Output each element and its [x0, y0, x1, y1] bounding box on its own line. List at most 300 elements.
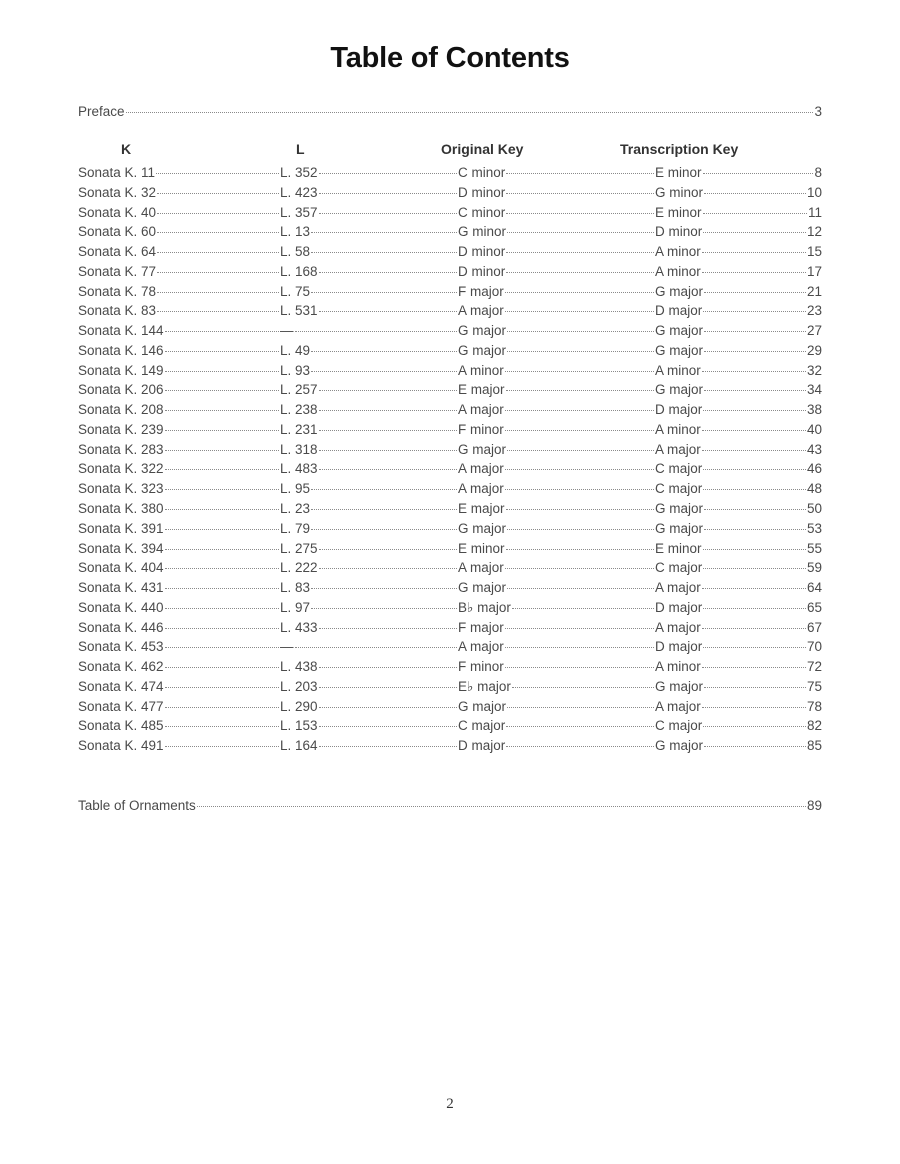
sonata-l-number: L. 58	[280, 244, 311, 260]
dot-leader	[165, 390, 279, 391]
page-title: Table of Contents	[330, 42, 570, 74]
dot-leader	[506, 193, 654, 194]
sonata-l-number: L. 49	[280, 342, 311, 358]
page-ref: 15	[806, 244, 822, 260]
transcription-key: G major	[655, 382, 704, 398]
original-key-cell	[458, 501, 655, 516]
dot-leader	[165, 509, 279, 510]
original-key-cell	[458, 323, 655, 338]
table-row[interactable]	[78, 718, 822, 738]
sonata-l-number: L. 13	[280, 224, 311, 240]
table-row[interactable]	[78, 600, 822, 620]
table-row[interactable]	[78, 205, 822, 225]
sonata-k-number-cell	[78, 521, 280, 536]
transcription-key: D major	[655, 303, 703, 319]
dot-leader	[506, 272, 654, 273]
dot-leader	[319, 193, 457, 194]
table-row[interactable]	[78, 224, 822, 244]
sonata-k-number: Sonata K. 239	[78, 421, 164, 437]
sonata-l-number-cell	[280, 639, 458, 654]
page-ref: 53	[806, 520, 822, 536]
original-key-cell	[458, 600, 655, 616]
page-ref: 70	[806, 639, 822, 655]
transcription-key-cell	[655, 442, 822, 457]
sonata-k-number: Sonata K. 208	[78, 402, 164, 418]
page-ref: 72	[806, 659, 822, 675]
transcription-key-cell	[655, 244, 822, 259]
page-ref: 48	[806, 481, 822, 497]
dot-leader	[702, 707, 806, 708]
sonata-k-number: Sonata K. 83	[78, 303, 157, 319]
transcription-key: D minor	[655, 224, 703, 240]
transcription-key: C major	[655, 461, 703, 477]
sonata-l-number-cell	[280, 343, 458, 358]
dot-leader	[702, 628, 806, 629]
dot-leader	[319, 628, 457, 629]
sonata-k-number-cell	[78, 639, 280, 654]
sonata-l-number: L. 97	[280, 599, 311, 615]
dot-leader	[505, 371, 654, 372]
dot-leader	[165, 707, 279, 708]
dot-leader	[703, 469, 806, 470]
dot-leader	[157, 272, 279, 273]
transcription-key-cell	[655, 521, 822, 536]
dot-leader	[507, 529, 654, 530]
sonata-l-number-cell	[280, 165, 458, 180]
table-row[interactable]	[78, 343, 822, 363]
sonata-l-number: L. 164	[280, 738, 318, 754]
dot-leader	[704, 292, 806, 293]
table-row[interactable]	[78, 382, 822, 402]
sonata-l-number-cell	[280, 521, 458, 536]
table-row[interactable]	[78, 738, 822, 758]
dot-leader	[703, 608, 806, 609]
sonata-k-number-cell	[78, 620, 280, 635]
dot-leader	[704, 331, 806, 332]
dot-leader	[311, 588, 457, 589]
page-ref: 75	[806, 678, 822, 694]
sonata-l-number-cell	[280, 501, 458, 516]
original-key-cell	[458, 264, 655, 279]
sonata-k-number-cell	[78, 481, 280, 496]
table-row[interactable]	[78, 185, 822, 205]
page-ref: 17	[806, 263, 822, 279]
dot-leader	[507, 232, 654, 233]
header-l: L	[296, 141, 305, 157]
original-key-cell	[458, 224, 655, 239]
dot-leader	[703, 726, 806, 727]
original-key: A major	[458, 303, 504, 319]
dot-leader	[506, 252, 654, 253]
dot-leader	[319, 667, 457, 668]
transcription-key: G major	[655, 342, 704, 358]
sonata-k-number: Sonata K. 477	[78, 698, 164, 714]
sonata-k-number-cell	[78, 501, 280, 516]
table-row[interactable]	[78, 560, 822, 580]
original-key-cell	[458, 639, 655, 654]
sonata-l-number-cell	[280, 422, 458, 437]
sonata-list	[78, 165, 822, 758]
sonata-l-number-cell	[280, 284, 458, 299]
transcription-key-cell	[655, 481, 822, 496]
sonata-l-number-cell	[280, 303, 458, 318]
sonata-k-number-cell	[78, 699, 280, 714]
transcription-key: E minor	[655, 540, 702, 556]
original-key: A major	[458, 560, 504, 576]
original-key-cell	[458, 165, 655, 180]
original-key: E major	[458, 382, 505, 398]
dot-leader	[295, 331, 458, 332]
original-key: A major	[458, 402, 504, 418]
original-key-cell	[458, 363, 655, 378]
table-row[interactable]	[78, 244, 822, 264]
transcription-key: A minor	[655, 244, 701, 260]
original-key: C minor	[458, 204, 506, 220]
page-ref: 32	[806, 362, 822, 378]
column-headers	[0, 141, 900, 161]
table-row[interactable]	[78, 303, 822, 323]
dot-leader	[126, 112, 814, 113]
dot-leader	[704, 193, 806, 194]
table-row[interactable]	[78, 679, 822, 699]
dot-leader	[506, 509, 654, 510]
dot-leader	[319, 173, 457, 174]
dot-leader	[704, 351, 806, 352]
table-row[interactable]	[78, 521, 822, 541]
sonata-l-number: —	[280, 639, 294, 655]
page-ref: 27	[806, 323, 822, 339]
sonata-k-number-cell	[78, 363, 280, 378]
original-key-cell	[458, 244, 655, 259]
sonata-k-number: Sonata K. 146	[78, 342, 164, 358]
dot-leader	[703, 647, 806, 648]
table-row[interactable]	[78, 165, 822, 185]
dot-leader	[506, 746, 654, 747]
dot-leader	[165, 371, 279, 372]
table-row[interactable]	[78, 580, 822, 600]
preface-label: Preface	[78, 104, 125, 119]
transcription-key: A minor	[655, 263, 701, 279]
dot-leader	[157, 232, 279, 233]
original-key: G minor	[458, 224, 507, 240]
dot-leader	[311, 608, 457, 609]
table-row[interactable]	[78, 264, 822, 284]
dot-leader	[157, 311, 279, 312]
dot-leader	[507, 707, 654, 708]
page-ref: 40	[806, 421, 822, 437]
page-ref: 85	[806, 738, 822, 754]
original-key: B♭ major	[458, 599, 511, 615]
transcription-key-cell	[655, 600, 822, 615]
original-key-cell	[458, 422, 655, 437]
original-key-cell	[458, 541, 655, 556]
dot-leader	[319, 272, 457, 273]
sonata-l-number-cell	[280, 718, 458, 733]
page-ref: 46	[806, 461, 822, 477]
original-key: G major	[458, 520, 507, 536]
toc-entry-preface[interactable]	[78, 104, 822, 124]
sonata-k-number-cell	[78, 580, 280, 595]
dot-leader	[165, 568, 279, 569]
transcription-key-cell	[655, 284, 822, 299]
dot-leader	[704, 390, 806, 391]
page-ref: 55	[806, 540, 822, 556]
sonata-l-number: L. 95	[280, 481, 311, 497]
dot-leader	[506, 726, 654, 727]
table-row[interactable]	[78, 541, 822, 561]
sonata-k-number: Sonata K. 462	[78, 659, 164, 675]
transcription-key-cell	[655, 718, 822, 733]
transcription-key: A major	[655, 580, 701, 596]
dot-leader	[319, 390, 457, 391]
sonata-l-number-cell	[280, 224, 458, 239]
sonata-k-number-cell	[78, 185, 280, 200]
sonata-l-number-cell	[280, 442, 458, 457]
transcription-key: G major	[655, 678, 704, 694]
sonata-k-number: Sonata K. 64	[78, 244, 157, 260]
original-key: G major	[458, 323, 507, 339]
dot-leader	[165, 331, 279, 332]
original-key-cell	[458, 718, 655, 733]
sonata-l-number: L. 231	[280, 421, 318, 437]
dot-leader	[165, 628, 279, 629]
original-key-cell	[458, 185, 655, 200]
original-key-cell	[458, 620, 655, 635]
dot-leader	[157, 213, 279, 214]
original-key-cell	[458, 284, 655, 299]
dot-leader	[165, 469, 279, 470]
transcription-key-cell	[655, 541, 822, 556]
dot-leader	[703, 489, 806, 490]
original-key: F minor	[458, 421, 504, 437]
sonata-l-number-cell	[280, 580, 458, 595]
sonata-k-number: Sonata K. 283	[78, 441, 164, 457]
sonata-k-number: Sonata K. 40	[78, 204, 157, 220]
transcription-key: A minor	[655, 421, 701, 437]
transcription-key: A major	[655, 441, 701, 457]
transcription-key-cell	[655, 560, 822, 575]
original-key: F minor	[458, 659, 504, 675]
sonata-k-number: Sonata K. 60	[78, 224, 157, 240]
dot-leader	[311, 529, 457, 530]
sonata-l-number: L. 352	[280, 165, 318, 180]
sonata-k-number: Sonata K. 322	[78, 461, 164, 477]
dot-leader	[505, 568, 654, 569]
sonata-k-number-cell	[78, 224, 280, 239]
original-key: A major	[458, 481, 504, 497]
transcription-key: D major	[655, 599, 703, 615]
sonata-l-number-cell	[280, 600, 458, 615]
sonata-l-number-cell	[280, 461, 458, 476]
dot-leader	[702, 272, 806, 273]
sonata-l-number-cell	[280, 620, 458, 635]
transcription-key-cell	[655, 205, 822, 220]
dot-leader	[319, 707, 457, 708]
dot-leader	[702, 450, 806, 451]
original-key: D minor	[458, 263, 506, 279]
page-ref: 34	[806, 382, 822, 398]
transcription-key-cell	[655, 422, 822, 437]
sonata-k-number-cell	[78, 165, 280, 180]
sonata-l-number: L. 433	[280, 619, 318, 635]
transcription-key: E minor	[655, 204, 702, 220]
dot-leader	[165, 549, 279, 550]
sonata-l-number: L. 23	[280, 501, 311, 517]
original-key-cell	[458, 659, 655, 674]
sonata-k-number-cell	[78, 461, 280, 476]
original-key-cell	[458, 580, 655, 595]
sonata-k-number-cell	[78, 205, 280, 220]
sonata-l-number-cell	[280, 244, 458, 259]
dot-leader	[319, 430, 457, 431]
dot-leader	[311, 292, 457, 293]
dot-leader	[319, 450, 457, 451]
page-ref: 12	[806, 224, 822, 240]
sonata-l-number: L. 238	[280, 402, 318, 418]
sonata-k-number: Sonata K. 485	[78, 718, 164, 734]
page-ref: 23	[806, 303, 822, 319]
dot-leader	[703, 549, 806, 550]
table-row[interactable]	[78, 422, 822, 442]
table-row[interactable]	[78, 639, 822, 659]
transcription-key: A major	[655, 619, 701, 635]
dot-leader	[319, 410, 457, 411]
dot-leader	[319, 311, 457, 312]
sonata-k-number-cell	[78, 382, 280, 397]
sonata-l-number-cell	[280, 560, 458, 575]
table-row[interactable]	[78, 501, 822, 521]
table-row[interactable]	[78, 402, 822, 422]
table-row[interactable]	[78, 659, 822, 679]
transcription-key: A minor	[655, 362, 701, 378]
dot-leader	[507, 331, 654, 332]
sonata-l-number-cell	[280, 323, 458, 338]
dot-leader	[165, 489, 279, 490]
dot-leader	[506, 549, 654, 550]
dot-leader	[311, 252, 457, 253]
transcription-key-cell	[655, 363, 822, 378]
transcription-key-cell	[655, 699, 822, 714]
sonata-k-number-cell	[78, 284, 280, 299]
sonata-k-number: Sonata K. 206	[78, 382, 164, 398]
page-ref: 11	[807, 204, 822, 220]
sonata-l-number: L. 83	[280, 580, 311, 596]
sonata-k-number: Sonata K. 474	[78, 678, 164, 694]
original-key: A minor	[458, 362, 504, 378]
sonata-k-number: Sonata K. 11	[78, 165, 156, 180]
dot-leader	[505, 489, 654, 490]
dot-leader	[165, 450, 279, 451]
page-ref: 21	[806, 283, 822, 299]
sonata-k-number: Sonata K. 32	[78, 184, 157, 200]
sonata-k-number-cell	[78, 600, 280, 615]
sonata-k-number-cell	[78, 264, 280, 279]
table-row[interactable]	[78, 363, 822, 383]
original-key-cell	[458, 205, 655, 220]
dot-leader	[506, 213, 654, 214]
sonata-k-number: Sonata K. 78	[78, 283, 157, 299]
sonata-l-number-cell	[280, 481, 458, 496]
sonata-l-number: L. 222	[280, 560, 318, 576]
dot-leader	[505, 647, 654, 648]
sonata-k-number: Sonata K. 394	[78, 540, 164, 556]
sonata-k-number-cell	[78, 303, 280, 318]
table-row[interactable]	[78, 442, 822, 462]
page-number: 2	[446, 1096, 454, 1112]
page-ref: 67	[806, 619, 822, 635]
table-row[interactable]	[78, 481, 822, 501]
original-key: D major	[458, 738, 506, 754]
dot-leader	[319, 726, 457, 727]
original-key: C minor	[458, 165, 506, 180]
table-row[interactable]	[78, 699, 822, 719]
dot-leader	[157, 252, 279, 253]
dot-leader	[157, 193, 279, 194]
sonata-k-number-cell	[78, 402, 280, 417]
transcription-key-cell	[655, 165, 822, 180]
dot-leader	[704, 529, 806, 530]
sonata-k-number: Sonata K. 391	[78, 520, 164, 536]
sonata-l-number: L. 483	[280, 461, 318, 477]
dot-leader	[506, 173, 654, 174]
original-key: D minor	[458, 184, 506, 200]
sonata-l-number: L. 438	[280, 659, 318, 675]
transcription-key-cell	[655, 580, 822, 595]
sonata-l-number: L. 423	[280, 184, 318, 200]
dot-leader	[165, 667, 279, 668]
sonata-l-number-cell	[280, 363, 458, 378]
original-key-cell	[458, 738, 655, 753]
sonata-l-number: L. 257	[280, 382, 318, 398]
dot-leader	[702, 252, 806, 253]
table-row[interactable]	[78, 461, 822, 481]
original-key: G major	[458, 441, 507, 457]
sonata-l-number: L. 153	[280, 718, 318, 734]
transcription-key-cell	[655, 679, 822, 694]
original-key: F major	[458, 619, 504, 635]
sonata-l-number: L. 79	[280, 520, 311, 536]
dot-leader	[505, 311, 654, 312]
transcription-key: E minor	[655, 165, 702, 180]
original-key-cell	[458, 343, 655, 358]
sonata-k-number-cell	[78, 679, 280, 694]
sonata-l-number-cell	[280, 541, 458, 556]
table-row[interactable]	[78, 620, 822, 640]
dot-leader	[505, 292, 654, 293]
header-transcription-key: Transcription Key	[620, 141, 739, 157]
sonata-l-number: L. 75	[280, 283, 311, 299]
table-row[interactable]	[78, 284, 822, 304]
dot-leader	[311, 232, 457, 233]
sonata-l-number: L. 93	[280, 362, 311, 378]
transcription-key-cell	[655, 738, 822, 753]
sonata-l-number-cell	[280, 659, 458, 674]
dot-leader	[505, 430, 654, 431]
dot-leader	[165, 726, 279, 727]
transcription-key-cell	[655, 620, 822, 635]
page-ref: 59	[806, 560, 822, 576]
transcription-key: D major	[655, 639, 703, 655]
transcription-key-cell	[655, 224, 822, 239]
dot-leader	[295, 647, 458, 648]
sonata-k-number-cell	[78, 659, 280, 674]
original-key: D minor	[458, 244, 506, 260]
dot-leader	[165, 687, 279, 688]
original-key: G major	[458, 698, 507, 714]
original-key: G major	[458, 580, 507, 596]
toc-entry-ornaments[interactable]	[78, 798, 822, 818]
table-row[interactable]	[78, 323, 822, 343]
